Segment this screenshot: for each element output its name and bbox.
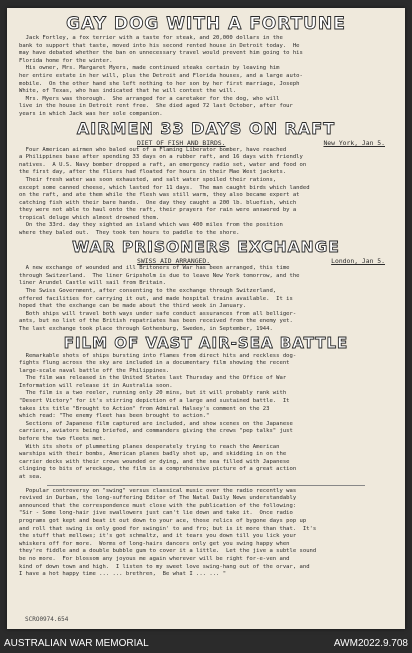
paragraph: Jack Fortley, a fox terrier with a taste for steak, and 20,000 dollars in the bank to support that taste, moved into his second rented house in Detroit today. He may have debated whether the ban on unnecessary travel would prevent him going to his Florida home for the winter. <box>19 35 303 64</box>
paragraph: The film is a two reeler, running only 20 mins, but it will probably rank with "Desert Victory" for it's stirring depiction of a large and sustained battle. It takes its title "Brought to Action" from Admiral Halsey's comment on the 23 which read: "The enemy fleet has been brought to action." <box>19 390 290 420</box>
dateline: New York, Jan 5. <box>323 138 385 147</box>
paragraph: Sections of Japanese film captured are included, and show scenes on the Japanese carriers, aviators being briefed, and commanders giving the crews "pep talks" just before the two fleets met. <box>19 420 293 443</box>
page-content <box>19 14 393 579</box>
paragraph: Their fresh water was soon exhausted, and salt water spoiled their rations, except some canned cheese, which lasted for 11 days. The man caught birds which landed on the raft, and ate them while the flesh was still warm, they also became expert at catching fish with their bare hands. One day they caught a 200 lb. bluefish, which they were not able to haul onto the raft, their prayers for rain were answered by a tropical deluge which almost drowned them. <box>19 176 310 221</box>
subhead: SWISS AID ARRANGED. <box>137 257 211 266</box>
paragraph: Remarkable shots of ships bursting into flames from direct hits and reckless dog- fights flung across the sky are included in a documentary film showing the recent large-scale naval battle off the Philippines. <box>19 352 297 374</box>
paragraph: Popular controversy on "swing" versus classical music over the radio recently was revived in Durban, the long-suffering Editor of The Natal Daily News understandably announced that the correspondence must close with the publication of the following: "Sir - Some long-hair jive swallowers just can't lie down and take it. Once radio programs got kept and beat it out down to your ace, those relics of bygone days pop up and roll that swing is only good for swingin' to and fro; but is it more than that. It's the stuff that mellows; it's got schmaltz, and it tears you down till you lick your whiskers off for more. Worms of long-hairs dancers only get you swing happy when they're fiddle and a double bubble gum to cover it a little. Let the jive a subtle sound be no more. For blossom any joyous me again wherever will be right for-e-ven and kind of down town and high. I listen to my sweet love swing-hang out of the orvar, and I have a hot happy time ... ... brethren, Be what I ... ... " <box>19 487 317 578</box>
paragraph: The film was released in the United States last Thursday and the Office of War Information will release it in Australia soon. <box>19 375 287 389</box>
subhead-row <box>19 139 393 147</box>
footer-institution: AUSTRALIAN WAR MEMORIAL <box>4 638 149 649</box>
paragraph: Four American airmen who baled out of a Flaming Liberator bomber, have reached a Philippines base after spending 33 days on a rubber raft, and 16 days with friendly natives. A U.S. Navy bomber dropped a raft, an emergency radio set, water and food on the first day, after the fliers had floated for hours in their Mae West jackets. <box>19 146 307 176</box>
paragraph: A new exchange of wounded and ill Britoners of War has been arranged, this time through Switzerland. The liner Gripsholm is due to leave New York tomorrow, and the liner Arundel Castle will sail from Britain. <box>19 265 300 287</box>
paragraph: His owner, Mrs. Margaret Myers, made continued steaks certain by leaving him her entire estate in her will, plus the Detroit and Florida houses, and a large auto- mobile. On the other hand she left nothing to her son by her first marriage, Joseph White, of Texas, who has indicated that he will contest the will. <box>19 65 303 95</box>
paragraph: With its shots of plummeting planes desperately trying to reach the American warships with their bombs, American planes badly shot up, and skidding in on the carrier decks with their crews wounded or dying, and the sea filled with Japanese clinging to bits of wreckage, the film is a comprehensive picture of a great action at sea. <box>19 443 297 480</box>
paragraph: Mrs. Myers was thorough. She arranged for a caretaker for the dog, who will live in the house in Detroit rent free. She died aged 72 last October, after four years in which Jack was her sole companion. <box>19 95 293 117</box>
headline-airmen: AIRMEN 33 DAYS ON RAFT <box>76 118 336 138</box>
footer-bar <box>0 637 412 653</box>
archive-stamp: SCRO0974.654 <box>25 616 69 623</box>
footer-accession-number: AWM2022.9.708 <box>333 638 408 649</box>
paragraph: The Swiss Government, after consenting to the exchange through Switzerland, offered facilities for carrying it out, and made hospital trains available. It is hoped that the exchange can be made about the third week in January. <box>19 287 293 310</box>
subhead-row <box>19 257 393 265</box>
section-divider <box>47 485 365 486</box>
paragraph: Both ships will travel both ways under safe conduct assurances from all belliger- ants, but no list of the British repatriates has been received from the enemy yet. The last exchange took place through Gothenburg, Sweden, in September, 1944. <box>19 310 297 332</box>
headline-gay-dog: GAY DOG WITH A FORTUNE <box>66 14 346 34</box>
dateline: London, Jan 5. <box>331 257 385 266</box>
paragraph: On the 33rd. day they sighted an island which was 400 miles from the position where they baled out. They took ten hours to paddle to the shore. <box>19 222 283 237</box>
subhead: DIET OF FISH AND BIRDS. <box>137 138 226 147</box>
document-page <box>7 8 405 629</box>
headline-film: FILM OF VAST AIR-SEA BATTLE <box>63 333 349 352</box>
headline-war-prisoners: WAR PRISONERS EXCHANGE <box>72 237 340 256</box>
